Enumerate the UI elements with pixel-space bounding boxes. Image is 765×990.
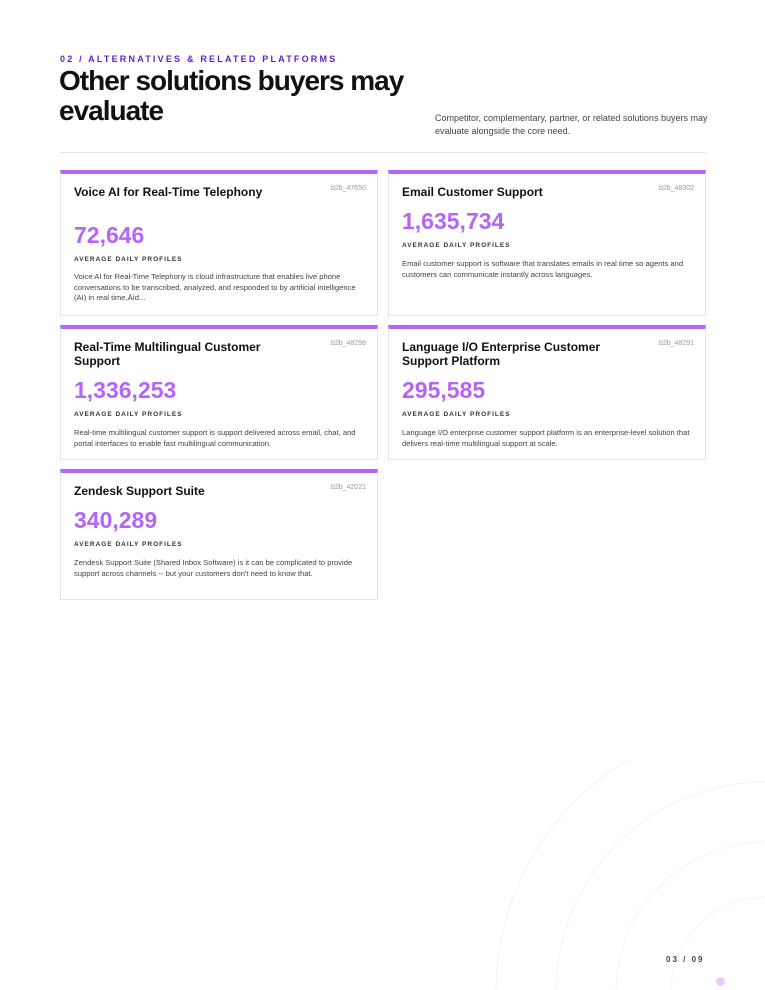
solution-card: [60, 469, 378, 600]
card-id: b2b_42021: [330, 484, 366, 491]
card-title: Email Customer Support: [402, 185, 543, 199]
card-metric-value: 1,635,734: [402, 208, 505, 234]
card-title: Zendesk Support Suite: [74, 484, 205, 498]
header-divider: [60, 152, 706, 153]
card-metric-label: AVERAGE DAILY PROFILES: [402, 411, 511, 418]
page-title: Other solutions buyers may evaluate: [59, 65, 404, 126]
card-description: Language I/O enterprise customer support platform is an enterprise-level solution that delivers real-time multilingual support at scale.: [402, 428, 690, 448]
card-metric-label: AVERAGE DAILY PROFILES: [74, 411, 183, 418]
card-id: b2b_48298: [330, 340, 366, 347]
card-description: Email customer support is software that translates emails in real time so agents and customers can communicate instantly across languages.: [402, 259, 684, 279]
card-metric-value: 340,289: [74, 507, 158, 533]
card-title: Language I/O Enterprise Customer Support Platform: [402, 340, 601, 368]
page-number: 03 / 09: [666, 955, 705, 964]
card-id: b2b_48302: [658, 185, 694, 192]
card-metric-value: 72,646: [74, 222, 145, 248]
card-metric-value: 295,585: [402, 377, 486, 403]
card-description: Zendesk Support Suite (Shared Inbox Software) is it can be complicated to provide support across channels -- but your customers don't need to know that.: [74, 558, 353, 578]
card-metric-label: AVERAGE DAILY PROFILES: [74, 541, 183, 548]
decorative-arcs: [480, 760, 765, 990]
section-eyebrow: 02 / ALTERNATIVES & RELATED PLATFORMS: [60, 54, 338, 64]
card-title: Real-Time Multilingual Customer Support: [74, 340, 261, 368]
card-metric-value: 1,336,253: [74, 377, 177, 403]
card-metric-label: AVERAGE DAILY PROFILES: [402, 242, 511, 249]
card-description: Real-time multilingual customer support is support delivered across email, chat, and portal interfaces to enable fast multilingual communication.: [74, 428, 356, 448]
card-metric-label: AVERAGE DAILY PROFILES: [74, 256, 183, 263]
solution-card: [60, 170, 378, 316]
solution-card: [388, 170, 706, 316]
solution-card: [60, 325, 378, 460]
decorative-dot: [716, 977, 725, 986]
card-description: Voice AI for Real-Time Telephony is cloud infrastructure that enables live phone conversations to be transcribed, analyzed, and responded to by artificial intelligence (AI) in real time,Äìd...: [74, 272, 356, 302]
card-id: b2b_47650: [330, 185, 366, 192]
card-id: b2b_48291: [658, 340, 694, 347]
card-title: Voice AI for Real-Time Telephony: [74, 185, 263, 199]
page-subtitle: Competitor, complementary, partner, or related solutions buyers may evaluate alongside the core need.: [435, 113, 708, 136]
solution-card: [388, 325, 706, 460]
